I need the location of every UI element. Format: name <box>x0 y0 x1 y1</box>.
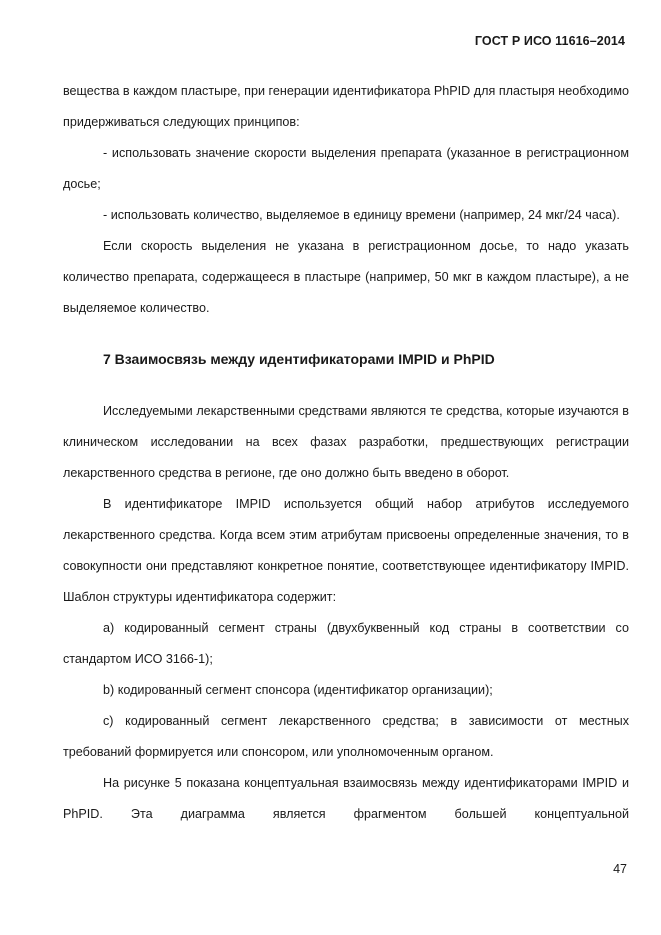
paragraph-figure-reference: На рисунке 5 показана концептуальная взаимосвязь между идентификаторами IMPID и PhPID. Эта диаграмма является фрагментом большей концептуальной <box>63 776 629 821</box>
paragraph-investigational-products: Исследуемыми лекарственными средствами являются те средства, которые изучаются в клиническом исследовании на всех фазах разработки, предшествующих регистрации лекарственного средства в регионе, где оно должно быть введено в оборот. <box>63 404 629 480</box>
list-item-country-segment: а) кодированный сегмент страны (двухбуквенный код страны в соответствии со стандартом ИСО 3166-1); <box>63 621 629 666</box>
list-item-product-segment: c) кодированный сегмент лекарственного средства; в зависимости от местных требований формируется или спонсором, или уполномоченным органом. <box>63 714 629 759</box>
paragraph-impid-attributes: В идентификаторе IMPID используется общий набор атрибутов исследуемого лекарственного средства. Когда всем этим атрибутам присвоены определенные значения, то в совокупности они представляют конкретное понятие, соответствующее идентификатору IMPID. Шаблон структуры идентификатора содержит: <box>63 497 629 604</box>
page-number: 47 <box>613 862 627 876</box>
list-item-sponsor-segment: b) кодированный сегмент спонсора (идентификатор организации); <box>103 683 493 697</box>
standard-header: ГОСТ Р ИСО 11616–2014 <box>474 34 625 48</box>
list-item-amount-per-time: - использовать количество, выделяемое в единицу времени (например, 24 мкг/24 часа). <box>103 208 620 222</box>
section-heading: 7 Взаимосвязь между идентификаторами IMPID и PhPID <box>103 351 495 367</box>
document-body <box>63 76 629 830</box>
paragraph-principles-intro: вещества в каждом пластыре, при генерации идентификатора PhPID для пластыря необходимо придерживаться следующих принципов: <box>63 84 629 129</box>
paragraph-unspecified-rate: Если скорость выделения не указана в регистрационном досье, то надо указать количество препарата, содержащееся в пластыре (например, 50 мкг в каждом пластыре), а не выделяемое количество. <box>63 239 629 315</box>
list-item-release-rate: - использовать значение скорости выделения препарата (указанное в регистрационном досье; <box>63 146 629 191</box>
